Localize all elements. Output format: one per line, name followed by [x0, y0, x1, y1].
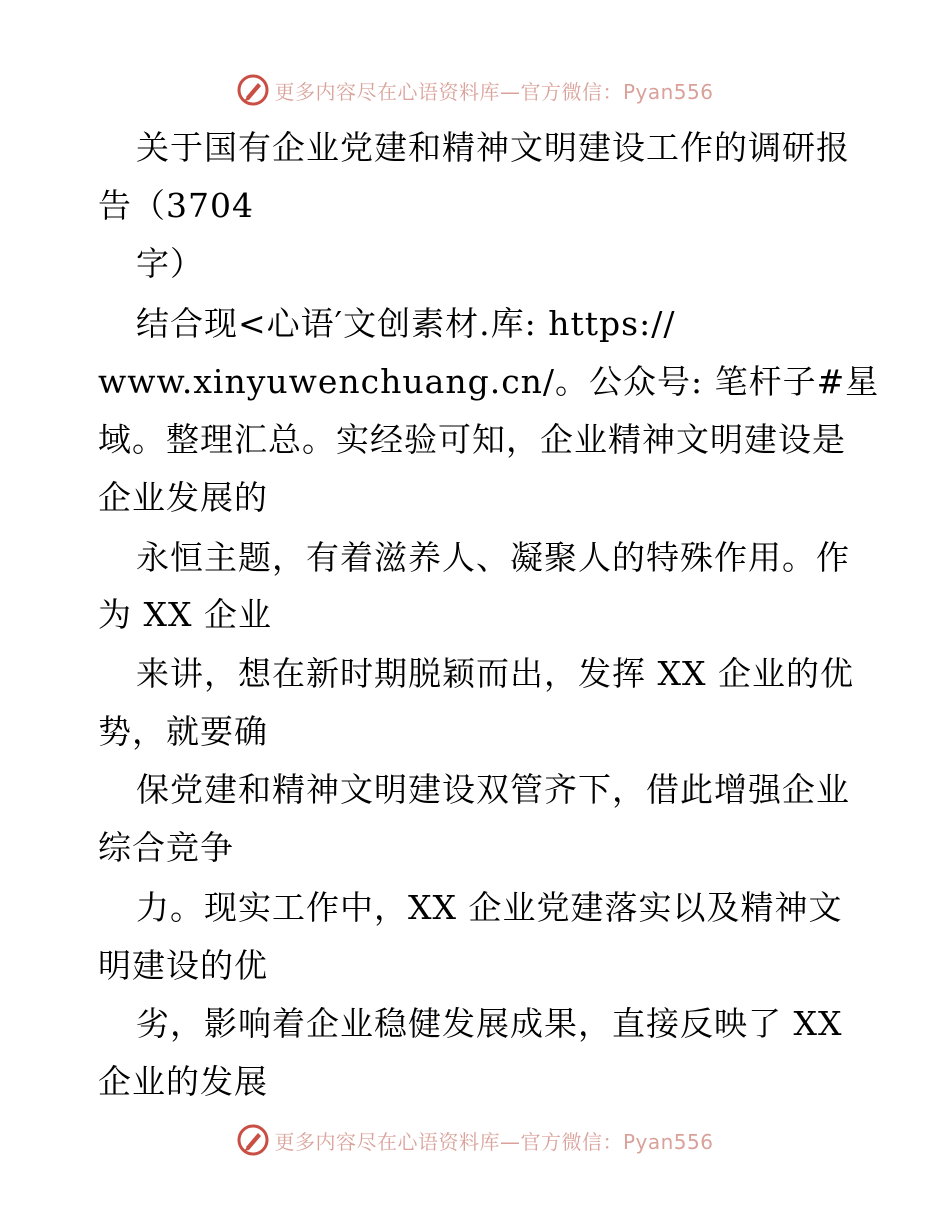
text-line: 为 XX 企业	[98, 595, 272, 634]
text-line: 告（3704	[98, 186, 254, 225]
text-line: 结合现<心语′文创素材.库: https://	[136, 304, 676, 343]
text-line: www.xinyuwenchuang.cn/。公众号: 笔杆子#星	[98, 362, 880, 401]
text-line: 势，就要确	[98, 712, 268, 751]
text-line: 企业的发展	[98, 1062, 268, 1101]
text-line: 域。整理汇总。实经验可知，企业精神文明建设是	[98, 420, 846, 459]
header-watermark	[0, 70, 950, 110]
text-line: 永恒主题，有着滋养人、凝聚人的特殊作用。作	[136, 538, 850, 577]
text-line: 关于国有企业党建和精神文明建设工作的调研报	[136, 128, 850, 167]
text-line: 来讲，想在新时期脱颖而出，发挥 XX 企业的优	[136, 654, 854, 693]
text-line: 综合竞争	[98, 828, 234, 867]
pen-logo-icon	[236, 1123, 270, 1157]
text-line: 企业发展的	[98, 478, 268, 517]
text-line: 力。现实工作中，XX 企业党建落实以及精神文	[136, 888, 843, 927]
footer-watermark-text: 更多内容尽在心语资料库—官方微信：Pyan556	[274, 1129, 714, 1154]
text-line: 明建设的优	[98, 946, 268, 985]
text-line: 劣，影响着企业稳健发展成果，直接反映了 XX	[136, 1004, 843, 1043]
footer-watermark	[0, 1120, 950, 1160]
text-line: 字）	[136, 244, 204, 283]
header-watermark-text: 更多内容尽在心语资料库—官方微信：Pyan556	[274, 79, 714, 104]
pen-logo-icon	[236, 73, 270, 107]
text-line: 保党建和精神文明建设双管齐下，借此增强企业	[136, 770, 850, 809]
